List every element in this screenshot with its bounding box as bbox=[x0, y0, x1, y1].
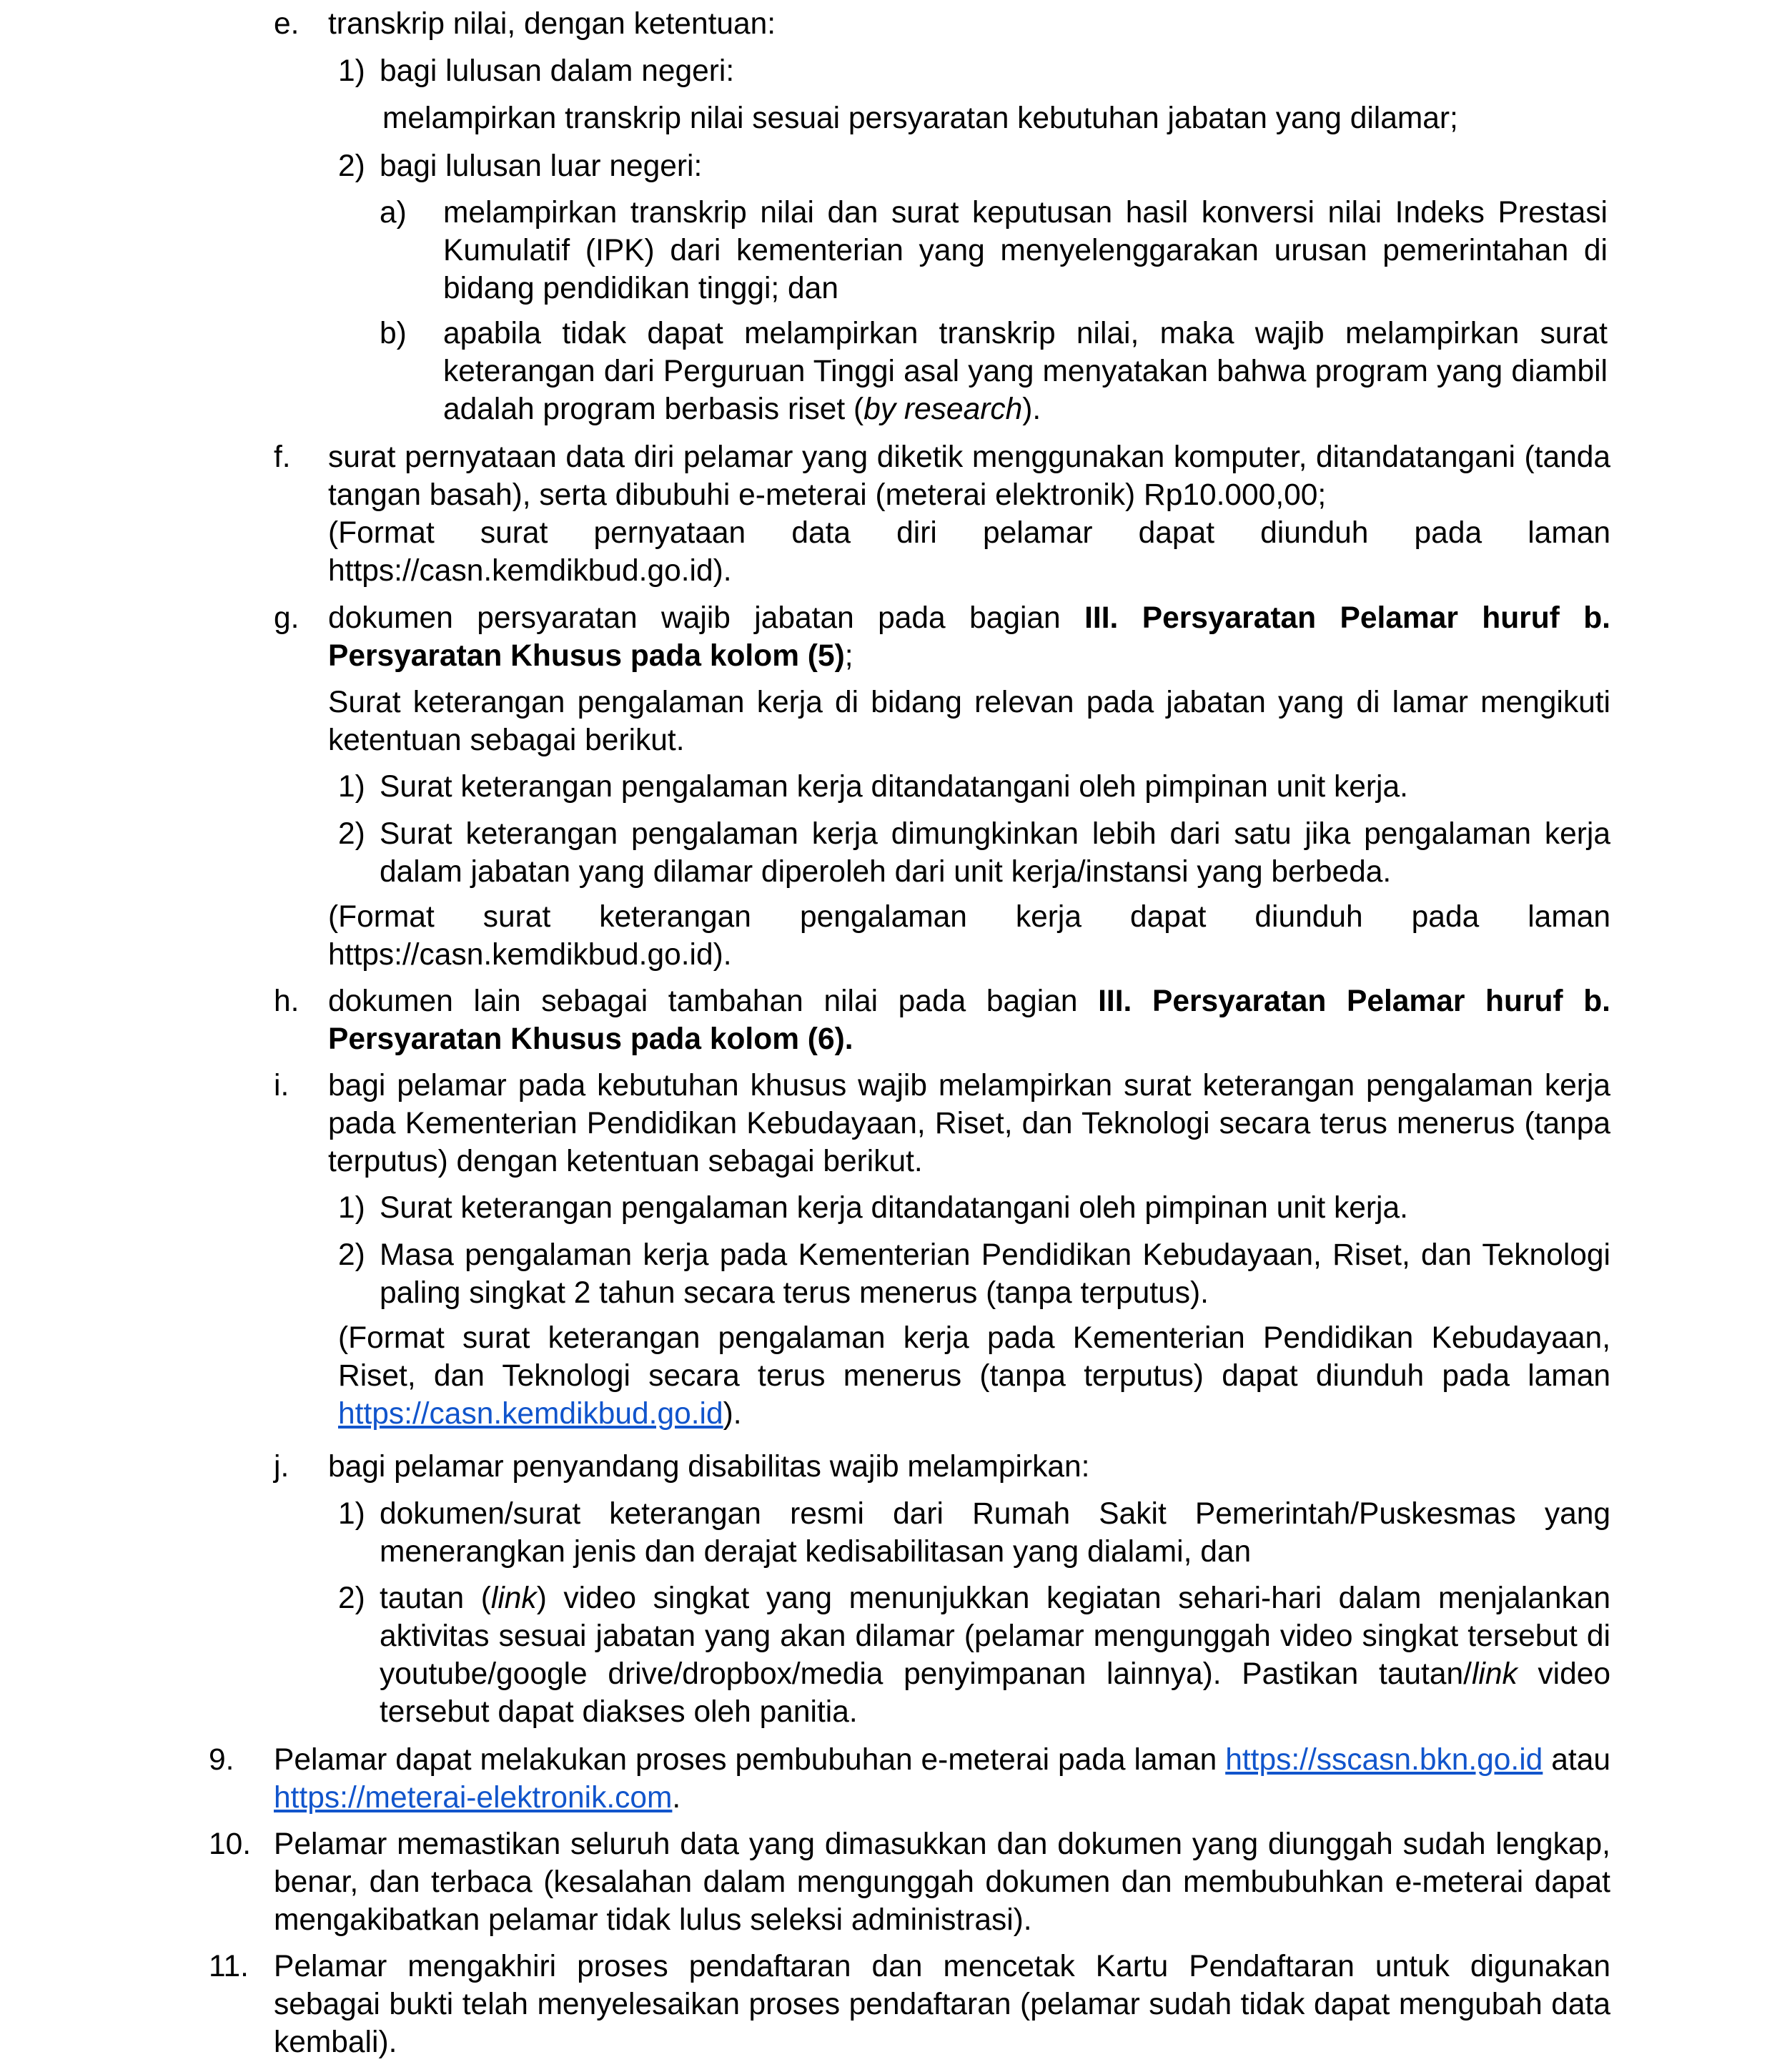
sub-sub-item-marker: a) bbox=[380, 196, 407, 230]
list-item-text bbox=[328, 982, 1610, 1058]
list-item-text: transkrip nilai, dengan ketentuan: bbox=[328, 7, 776, 41]
text-run: video tersebut dapat diakses oleh panitia. bbox=[380, 1657, 1610, 1729]
sub-sub-item-e-2-a bbox=[380, 194, 1608, 307]
sscasn-bkn-link[interactable]: https://sscasn.bkn.go.id bbox=[1225, 1743, 1543, 1777]
sub-item-g-1 bbox=[338, 768, 1610, 806]
sub-item-e-1 bbox=[338, 52, 1610, 90]
sub-item-text: Surat keterangan pengalaman kerja ditandatangani oleh pimpinan unit kerja. bbox=[380, 770, 1408, 804]
sub-sub-item-e-2-b bbox=[380, 315, 1608, 428]
meterai-elektronik-link[interactable]: https://meterai-elektronik.com bbox=[274, 1781, 673, 1815]
sub-item-marker: 1) bbox=[338, 1497, 365, 1531]
list-marker: e. bbox=[274, 7, 300, 41]
step-marker: 10. bbox=[209, 1827, 252, 1861]
list-item-g bbox=[274, 599, 1610, 675]
sub-item-marker: 1) bbox=[338, 54, 365, 88]
sub-item-i-1 bbox=[338, 1189, 1610, 1227]
italic-text-run: link bbox=[490, 1582, 537, 1615]
text-run: . bbox=[672, 1781, 681, 1815]
sub-item-text bbox=[380, 1579, 1610, 1731]
italic-text-run: by research bbox=[863, 393, 1023, 426]
text-run: apabila tidak dapat melampirkan transkrip nilai, maka wajib melampirkan surat keterangan dari Perguruan Tinggi asal yang menyatakan bahwa program yang diambil adalah program berbasis riset ( bbox=[443, 317, 1608, 426]
sub-item-e-2 bbox=[338, 147, 1610, 185]
paragraph-text: Surat keterangan pengalaman kerja di bidang relevan pada jabatan yang di lamar mengikuti ketentuan sebagai berikut. bbox=[328, 686, 1610, 757]
casn-kemdikbud-link[interactable]: https://casn.kemdikbud.go.id bbox=[338, 1397, 723, 1431]
text-run: tautan ( bbox=[380, 1582, 491, 1615]
sub-item-text: Surat keterangan pengalaman kerja ditandatangani oleh pimpinan unit kerja. bbox=[380, 1191, 1408, 1225]
sub-item-text: bagi lulusan dalam negeri: bbox=[380, 54, 735, 88]
sub-item-marker: 2) bbox=[338, 1582, 365, 1615]
list-marker: j. bbox=[274, 1450, 289, 1484]
sub-item-text: dokumen/surat keterangan resmi dari Rumah Sakit Pemerintah/Puskesmas yang menerangkan jenis dan derajat kedisabilitasan yang dialami, dan bbox=[380, 1497, 1610, 1569]
list-item-text: bagi pelamar penyandang disabilitas wajib melampirkan: bbox=[328, 1450, 1090, 1484]
list-item-g-paragraph bbox=[328, 684, 1610, 759]
list-item-i bbox=[274, 1067, 1610, 1180]
step-text bbox=[274, 1741, 1610, 1817]
list-marker: h. bbox=[274, 985, 300, 1018]
list-item-f-format bbox=[328, 514, 1610, 590]
sub-item-e-1-detail bbox=[382, 99, 1610, 137]
sub-item-i-2 bbox=[338, 1236, 1610, 1312]
sub-item-text: bagi lulusan luar negeri: bbox=[380, 149, 703, 183]
text-run: (Format surat keterangan pengalaman kerja pada Kementerian Pendidikan Kebudayaan, Riset, dan Teknologi secara terus menerus (tanpa terputus) dapat diunduh pada laman bbox=[338, 1321, 1610, 1393]
list-item-g-format bbox=[328, 898, 1610, 974]
sub-item-marker: 1) bbox=[338, 770, 365, 804]
text-run: Pelamar dapat melakukan proses pembubuhan e-meterai pada laman bbox=[274, 1743, 1226, 1777]
step-10 bbox=[209, 1825, 1610, 1939]
list-item-text bbox=[328, 599, 1610, 675]
sub-item-marker: 2) bbox=[338, 1238, 365, 1272]
text-run: ) video singkat yang menunjukkan kegiatan sehari-hari dalam menjalankan aktivitas sesuai jabatan yang akan dilamar (pelamar mengunggah video singkat tersebut di youtube/google drive/dropbox/media penyimpanan lainnya). Pastikan tautan/ bbox=[380, 1582, 1610, 1691]
sub-item-j-1 bbox=[338, 1495, 1610, 1571]
sub-item-marker: 1) bbox=[338, 1191, 365, 1225]
sub-sub-item-text bbox=[443, 315, 1608, 428]
list-item-f bbox=[274, 438, 1610, 514]
step-9 bbox=[209, 1741, 1610, 1817]
list-item-text: bagi pelamar pada kebutuhan khusus wajib melampirkan surat keterangan pengalaman kerja pada Kementerian Pendidikan Kebudayaan, Riset, dan Teknologi secara terus menerus (tanpa terputus) dengan ketentuan sebagai berikut. bbox=[328, 1069, 1610, 1178]
list-item-text: surat pernyataan data diri pelamar yang diketik menggunakan komputer, ditandatangani (tanda tangan basah), serta dibubuhi e-meterai (meterai elektronik) Rp10.000,00; bbox=[328, 440, 1610, 512]
list-item-e bbox=[274, 5, 1610, 43]
list-marker: g. bbox=[274, 601, 300, 635]
list-item-i-format bbox=[338, 1319, 1610, 1433]
sub-sub-item-text: melampirkan transkrip nilai dan surat keputusan hasil konversi nilai Indeks Prestasi Kumulatif (IPK) dari kementerian yang menyelenggarakan urusan pemerintahan di bidang pendidikan tinggi; dan bbox=[443, 196, 1608, 305]
format-note: (Format surat keterangan pengalaman kerja dapat diunduh pada laman https://casn.kemdikbud.go.id). bbox=[328, 900, 1610, 972]
sub-item-j-2 bbox=[338, 1579, 1610, 1731]
sub-item-marker: 2) bbox=[338, 149, 365, 183]
sub-item-text: Masa pengalaman kerja pada Kementerian Pendidikan Kebudayaan, Riset, dan Teknologi paling singkat 2 tahun secara terus menerus (tanpa terputus). bbox=[380, 1238, 1610, 1310]
bold-text-run: III. Persyaratan Pelamar huruf b. Persyaratan Khusus pada kolom (6). bbox=[328, 985, 1610, 1056]
italic-text-run: link bbox=[1471, 1657, 1518, 1691]
sub-item-marker: 2) bbox=[338, 817, 365, 851]
format-note bbox=[338, 1319, 1610, 1433]
list-marker: i. bbox=[274, 1069, 289, 1102]
text-run: atau bbox=[1543, 1743, 1610, 1777]
text-run: ). bbox=[723, 1397, 742, 1431]
step-text: Pelamar memastikan seluruh data yang dimasukkan dan dokumen yang diunggah sudah lengkap, benar, dan terbaca (kesalahan dalam mengunggah dokumen dan membubuhkan e-meterai dapat mengakibatkan pelamar tidak lulus seleksi administrasi). bbox=[274, 1827, 1610, 1937]
text-run: dokumen lain sebagai tambahan nilai pada bagian bbox=[328, 985, 1099, 1018]
list-item-h bbox=[274, 982, 1610, 1058]
step-text: Pelamar mengakhiri proses pendaftaran dan mencetak Kartu Pendaftaran untuk digunakan sebagai bukti telah menyelesaikan proses pendaftaran (pelamar sudah tidak dapat mengubah data kembali). bbox=[274, 1950, 1610, 2059]
step-marker: 9. bbox=[209, 1743, 234, 1777]
sub-item-detail-text: melampirkan transkrip nilai sesuai persyaratan kebutuhan jabatan yang dilamar; bbox=[382, 102, 1458, 135]
text-run: ). bbox=[1022, 393, 1041, 426]
sub-sub-item-marker: b) bbox=[380, 317, 407, 350]
format-note: (Format surat pernyataan data diri pelamar dapat diunduh pada laman https://casn.kemdikbud.go.id). bbox=[328, 516, 1610, 588]
list-item-j bbox=[274, 1448, 1610, 1486]
sub-item-text: Surat keterangan pengalaman kerja dimungkinkan lebih dari satu jika pengalaman kerja dalam jabatan yang dilamar diperoleh dari unit kerja/instansi yang berbeda. bbox=[380, 817, 1610, 889]
list-marker: f. bbox=[274, 440, 291, 474]
text-run: ; bbox=[844, 639, 853, 673]
step-11 bbox=[209, 1948, 1610, 2061]
text-run: dokumen persyaratan wajib jabatan pada bagian bbox=[328, 601, 1085, 635]
bold-text-run: III. Persyaratan Pelamar huruf b. Persyaratan Khusus pada kolom (5) bbox=[328, 601, 1610, 673]
sub-item-g-2 bbox=[338, 815, 1610, 891]
step-marker: 11. bbox=[209, 1950, 249, 1983]
